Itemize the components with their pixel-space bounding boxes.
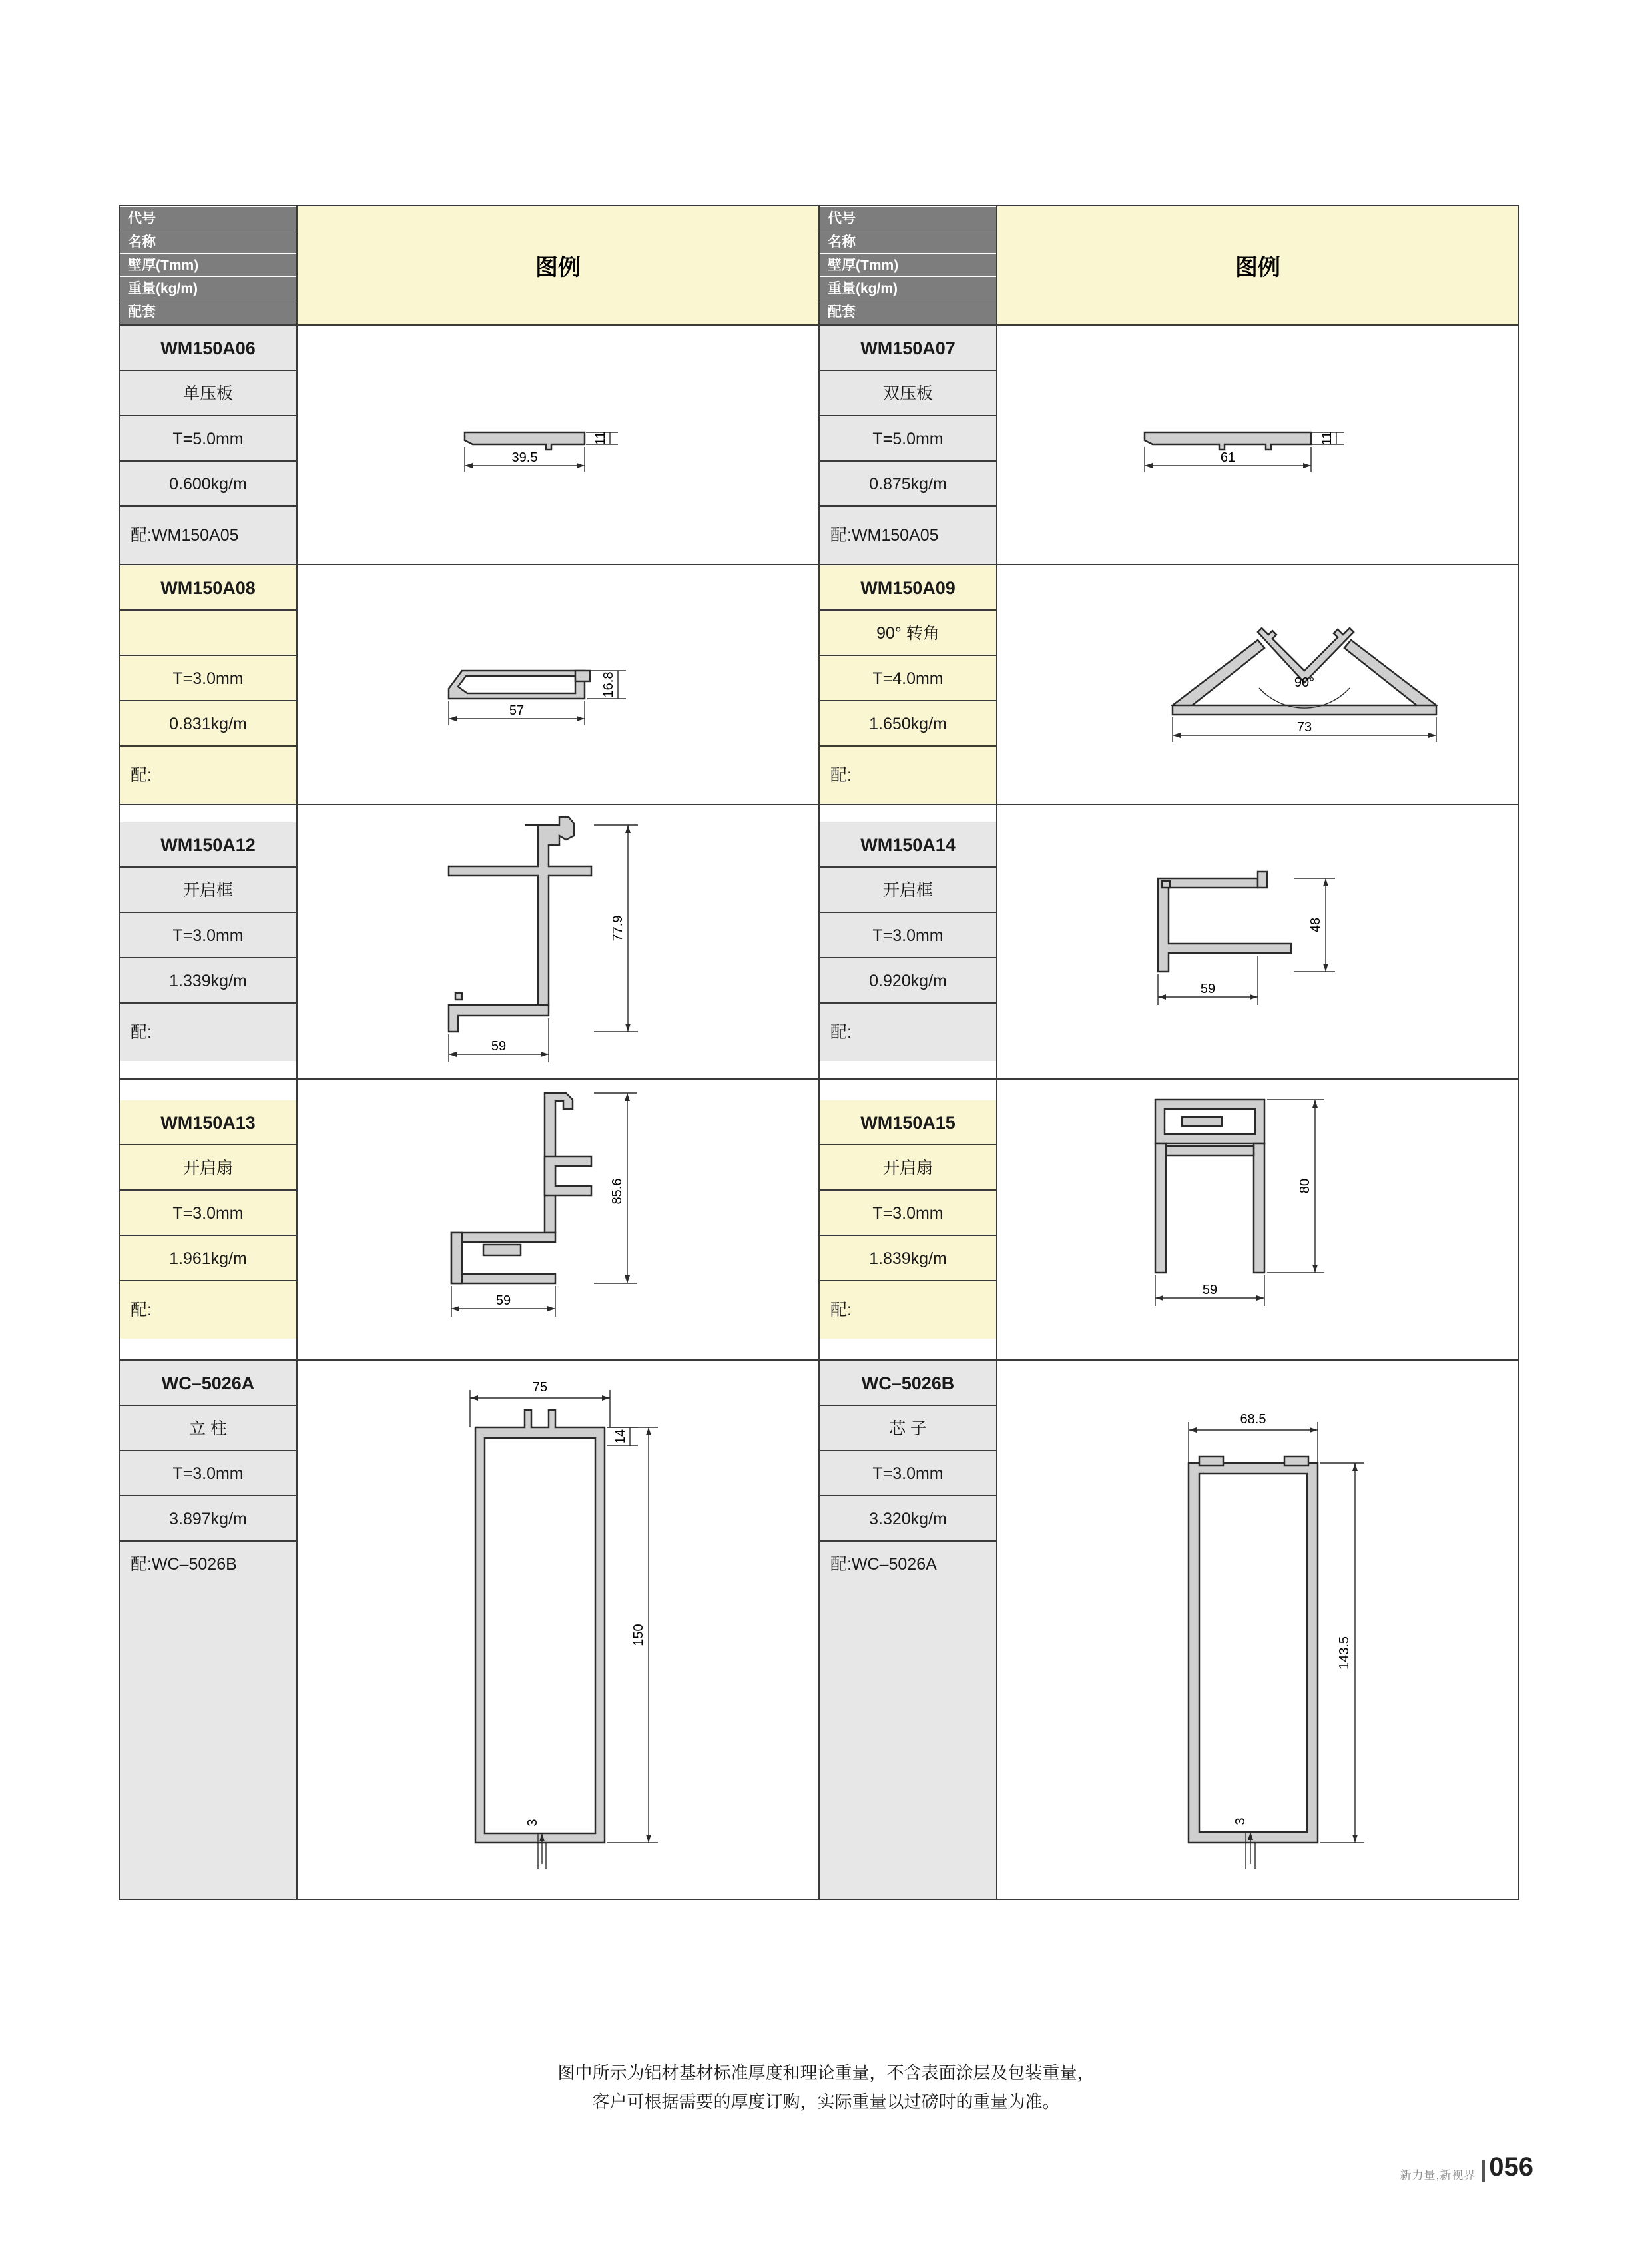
header-label-thickness: 壁厚(Tmm) [120, 254, 296, 277]
profile-name: 90° 转角 [820, 611, 996, 656]
profile-figure [297, 325, 819, 565]
dim-height: 77.9 [611, 915, 625, 942]
dim-angle: 90° [1294, 675, 1315, 690]
dim-height: 16.8 [601, 671, 616, 698]
profile-name: 单压板 [120, 371, 296, 416]
profile-figure [997, 1360, 1519, 1899]
dim-height: 48 [1308, 917, 1323, 933]
table-row [119, 325, 1519, 565]
dim-width: 73 [1296, 720, 1312, 735]
spec-cell [819, 565, 997, 804]
page-number-bar [1482, 2160, 1485, 2182]
spec-cell [819, 1079, 997, 1360]
profile-name: 开启框 [120, 868, 296, 913]
profile-match: 配: [820, 747, 996, 804]
table-row [119, 804, 1519, 1079]
spec-cell [819, 1360, 997, 1899]
header-figure-right: 图例 [997, 206, 1519, 325]
profile-weight: 0.920kg/m [820, 958, 996, 1004]
dim-width: 39.5 [511, 450, 538, 465]
table-row [119, 1360, 1519, 1899]
profile-code: WM150A14 [820, 822, 996, 868]
page-number: 056 [1489, 2152, 1533, 2182]
figure-corner-90 [1025, 605, 1491, 764]
dim-height: 85.6 [610, 1178, 625, 1205]
dim-height: 150 [631, 1624, 646, 1646]
profile-name: 双压板 [820, 371, 996, 416]
spec-cell [119, 1360, 297, 1899]
footnote-line-2: 客户可根据需要的厚度订购，实际重量以过磅时的重量为准。 [592, 2092, 1060, 2112]
profile-code: WM150A15 [820, 1100, 996, 1145]
profile-weight: 0.831kg/m [120, 701, 296, 747]
profile-match: 配: [820, 1281, 996, 1339]
header-label-match: 配套 [120, 300, 296, 324]
profile-figure [997, 1079, 1519, 1360]
header-spec-right [819, 206, 997, 325]
dim-width: 61 [1220, 450, 1236, 465]
profile-code: WM150A09 [820, 565, 996, 611]
header-label-weight: 重量(kg/m) [120, 277, 296, 300]
figure-core [1025, 1363, 1491, 1896]
profile-thickness: T=3.0mm [820, 913, 996, 958]
figure-mullion [325, 1363, 791, 1896]
profile-figure [297, 804, 819, 1079]
page-footer [1400, 2152, 1533, 2182]
profile-match: 配:WM150A05 [120, 507, 296, 564]
header-label-name: 名称 [120, 230, 296, 254]
header-label-code: 代号 [120, 207, 296, 230]
dim-width: 59 [495, 1293, 511, 1308]
footnote [0, 2058, 1652, 2116]
profile-name: 芯 子 [820, 1406, 996, 1451]
profile-code: WC–5026A [120, 1361, 296, 1406]
dim-width: 75 [532, 1380, 548, 1395]
table-header-row [119, 206, 1519, 325]
dim-height: 11 [593, 431, 608, 446]
profile-weight: 1.650kg/m [820, 701, 996, 747]
header-figure-left: 图例 [297, 206, 819, 325]
figure-open-sash-short [1025, 1080, 1491, 1359]
dim-height: 80 [1298, 1178, 1312, 1194]
profile-weight: 1.961kg/m [120, 1236, 296, 1281]
profile-name: 开启扇 [120, 1145, 296, 1191]
spec-cell [819, 325, 997, 565]
profile-match: 配:WC–5026A [820, 1542, 996, 1899]
profile-match: 配:WM150A05 [820, 507, 996, 564]
figure-wedge [325, 605, 791, 764]
profile-code: WM150A12 [120, 822, 296, 868]
table-row [119, 1079, 1519, 1360]
profile-figure [297, 1079, 819, 1360]
spec-cell [819, 804, 997, 1079]
profile-code: WM150A08 [120, 565, 296, 611]
profile-figure [997, 804, 1519, 1079]
profile-weight: 3.897kg/m [120, 1496, 296, 1542]
profile-thickness: T=4.0mm [820, 656, 996, 701]
profile-name: 立 柱 [120, 1406, 296, 1451]
profile-thickness: T=5.0mm [820, 416, 996, 462]
profile-thickness: T=3.0mm [120, 1191, 296, 1236]
profile-code: WC–5026B [820, 1361, 996, 1406]
footnote-line-1: 图中所示为铝材基材标准厚度和理论重量，不含表面涂层及包装重量， [557, 2063, 1095, 2082]
profile-figure [997, 325, 1519, 565]
profile-table-container [119, 205, 1518, 1900]
spec-cell [119, 804, 297, 1079]
header-label-thickness: 壁厚(Tmm) [820, 254, 996, 277]
profile-figure [997, 565, 1519, 804]
brand-slogan: 新力量,新视界 [1400, 2169, 1476, 2182]
profile-thickness: T=5.0mm [120, 416, 296, 462]
profile-name [120, 611, 296, 656]
dim-width: 59 [1202, 1283, 1218, 1297]
profile-thickness: T=3.0mm [120, 656, 296, 701]
figure-press-plate-double [1025, 366, 1491, 524]
profile-table [119, 205, 1519, 1900]
header-label-match: 配套 [820, 300, 996, 324]
dim-thickness: 3 [525, 1819, 540, 1827]
profile-weight: 3.320kg/m [820, 1496, 996, 1542]
dim-width: 68.5 [1240, 1412, 1266, 1427]
table-row [119, 565, 1519, 804]
dim-height: 11 [1320, 431, 1334, 446]
profile-code: WM150A06 [120, 326, 296, 371]
profile-thickness: T=3.0mm [120, 1451, 296, 1496]
profile-match: 配:WC–5026B [120, 1542, 296, 1899]
dim-thickness: 3 [1233, 1817, 1248, 1825]
profile-thickness: T=3.0mm [820, 1451, 996, 1496]
profile-name: 开启扇 [820, 1145, 996, 1191]
header-label-name: 名称 [820, 230, 996, 254]
figure-press-plate [325, 366, 791, 524]
header-spec-left [119, 206, 297, 325]
profile-figure [297, 1360, 819, 1899]
dim-width: 59 [491, 1039, 507, 1054]
profile-weight: 0.600kg/m [120, 462, 296, 507]
profile-code: WM150A07 [820, 326, 996, 371]
profile-match: 配: [120, 1004, 296, 1061]
header-label-weight: 重量(kg/m) [820, 277, 996, 300]
header-label-code: 代号 [820, 207, 996, 230]
profile-match: 配: [120, 1281, 296, 1339]
figure-open-frame-short [1025, 805, 1491, 1078]
figure-open-sash-tall [325, 1080, 791, 1359]
dim-height: 143.5 [1337, 1636, 1352, 1670]
figure-open-frame-tall [325, 805, 791, 1078]
profile-match: 配: [120, 747, 296, 804]
dim-width: 57 [509, 703, 525, 718]
dim-lip: 14 [613, 1429, 628, 1444]
spec-cell [119, 1079, 297, 1360]
profile-figure [297, 565, 819, 804]
profile-thickness: T=3.0mm [120, 913, 296, 958]
spec-cell [119, 325, 297, 565]
profile-weight: 1.339kg/m [120, 958, 296, 1004]
profile-code: WM150A13 [120, 1100, 296, 1145]
profile-thickness: T=3.0mm [820, 1191, 996, 1236]
profile-name: 开启框 [820, 868, 996, 913]
spec-cell [119, 565, 297, 804]
dim-width: 59 [1200, 982, 1216, 996]
profile-weight: 0.875kg/m [820, 462, 996, 507]
profile-weight: 1.839kg/m [820, 1236, 996, 1281]
profile-match: 配: [820, 1004, 996, 1061]
